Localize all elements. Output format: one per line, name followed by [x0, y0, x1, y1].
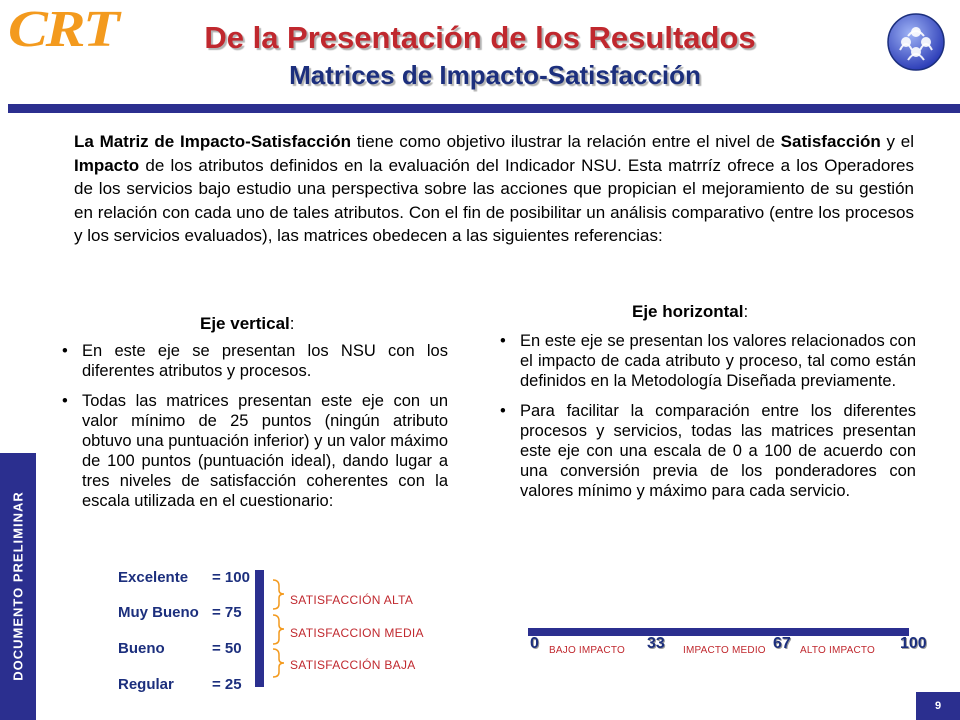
- vertical-scale-bar: [255, 570, 264, 687]
- brace-media: [273, 615, 284, 644]
- scale-value-muy-bueno: = 75: [212, 604, 242, 621]
- impact-axis-bar: [528, 628, 909, 636]
- brace-alta: [273, 580, 284, 609]
- scale-value-bueno: = 50: [212, 640, 242, 657]
- horizontal-axis-bullets: [498, 331, 916, 511]
- vertical-axis-colon: :: [289, 314, 295, 333]
- scale-value-regular: = 25: [212, 676, 242, 693]
- vertical-axis-title: [200, 314, 295, 334]
- vertical-axis-bullets: [60, 341, 448, 521]
- crt-logo: CRT: [8, 1, 118, 58]
- level-satisfaccion-media: SATISFACCION MEDIA: [290, 626, 424, 640]
- intro-lead: La Matriz de Impacto-Satisfacción: [74, 132, 351, 151]
- intro-text-1: tiene como objetivo ilustrar la relación entre el nivel de: [350, 132, 781, 151]
- axis-label-impacto-medio: IMPACTO MEDIO: [683, 645, 766, 656]
- horizontal-axis-colon: :: [743, 302, 749, 321]
- scale-label-bueno: Bueno: [118, 640, 165, 657]
- scale-value-excelente: = 100: [212, 569, 250, 586]
- list-item: • Todas las matrices presentan este eje con un valor mínimo de 25 puntos (ningún atributo obtuvo una puntuación inferior) y un valor máximo de 100 puntos (puntuación ideal), dando lugar a tres niveles de satisfacción coherentes con la escala utilizada en el cuestionario:: [60, 391, 448, 511]
- scale-label-muy-bueno: Muy Bueno: [118, 604, 199, 621]
- sidebar-text: DOCUMENTO PRELIMINAR: [10, 491, 26, 681]
- list-item: • Para facilitar la comparación entre los diferentes procesos y servicios, todas las matrices presentan este eje con una escala de 0 a 100 de acuerdo con una conversión previa de los ponderadores con valores mínimo y máximo para cada servicio.: [498, 401, 916, 501]
- intro-bold-satisfaccion: Satisfacción: [780, 132, 881, 151]
- list-item: • En este eje se presentan los NSU con los diferentes atributos y procesos.: [60, 341, 448, 381]
- globe-people-icon: [886, 12, 946, 72]
- horizontal-axis-title: [632, 302, 748, 322]
- page-subtitle: Matrices de Impacto-Satisfacción: [289, 60, 701, 90]
- intro-text-2: y el: [880, 132, 915, 151]
- page-title: De la Presentación de los Resultados: [204, 20, 756, 55]
- axis-tick-0: 0: [530, 635, 539, 652]
- axis-tick-100: 100: [900, 635, 927, 652]
- vertical-axis-title-text: Eje vertical: [200, 314, 290, 333]
- level-satisfaccion-baja: SATISFACCIÓN BAJA: [290, 658, 416, 672]
- axis-tick-67: 67: [773, 635, 791, 652]
- intro-text-3: de los atributos definidos en la evaluación del Indicador NSU. Esta matrríz ofrece a los Operadores de los servicios bajo estudio una perspectiva sobre las acciones que propician el mejoramiento de su gestión en relación con cada uno de tales atributos. Con el fin de posibilitar un análisis comparativo (entre los procesos y los servicios evaluados), las matrices obedecen a las siguientes referencias:: [74, 155, 914, 246]
- page-number: 9: [916, 692, 960, 720]
- level-satisfaccion-alta: SATISFACCIÓN ALTA: [290, 593, 414, 607]
- axis-label-alto-impacto: ALTO IMPACTO: [800, 645, 876, 656]
- intro-paragraph: [74, 130, 914, 248]
- scale-label-regular: Regular: [118, 676, 174, 693]
- intro-bold-impacto: Impacto: [74, 155, 140, 175]
- scale-label-excelente: Excelente: [118, 569, 189, 586]
- axis-label-bajo-impacto: BAJO IMPACTO: [549, 645, 625, 656]
- level-braces: [270, 578, 290, 678]
- list-item: • En este eje se presentan los valores relacionados con el impacto de cada atributo y proceso, tal como están definidos en la Metodología Diseñada previamente.: [498, 331, 916, 391]
- axis-tick-33: 33: [647, 635, 665, 652]
- header-divider: [8, 104, 960, 113]
- brace-baja: [273, 649, 284, 677]
- horizontal-axis-title-text: Eje horizontal: [632, 302, 744, 321]
